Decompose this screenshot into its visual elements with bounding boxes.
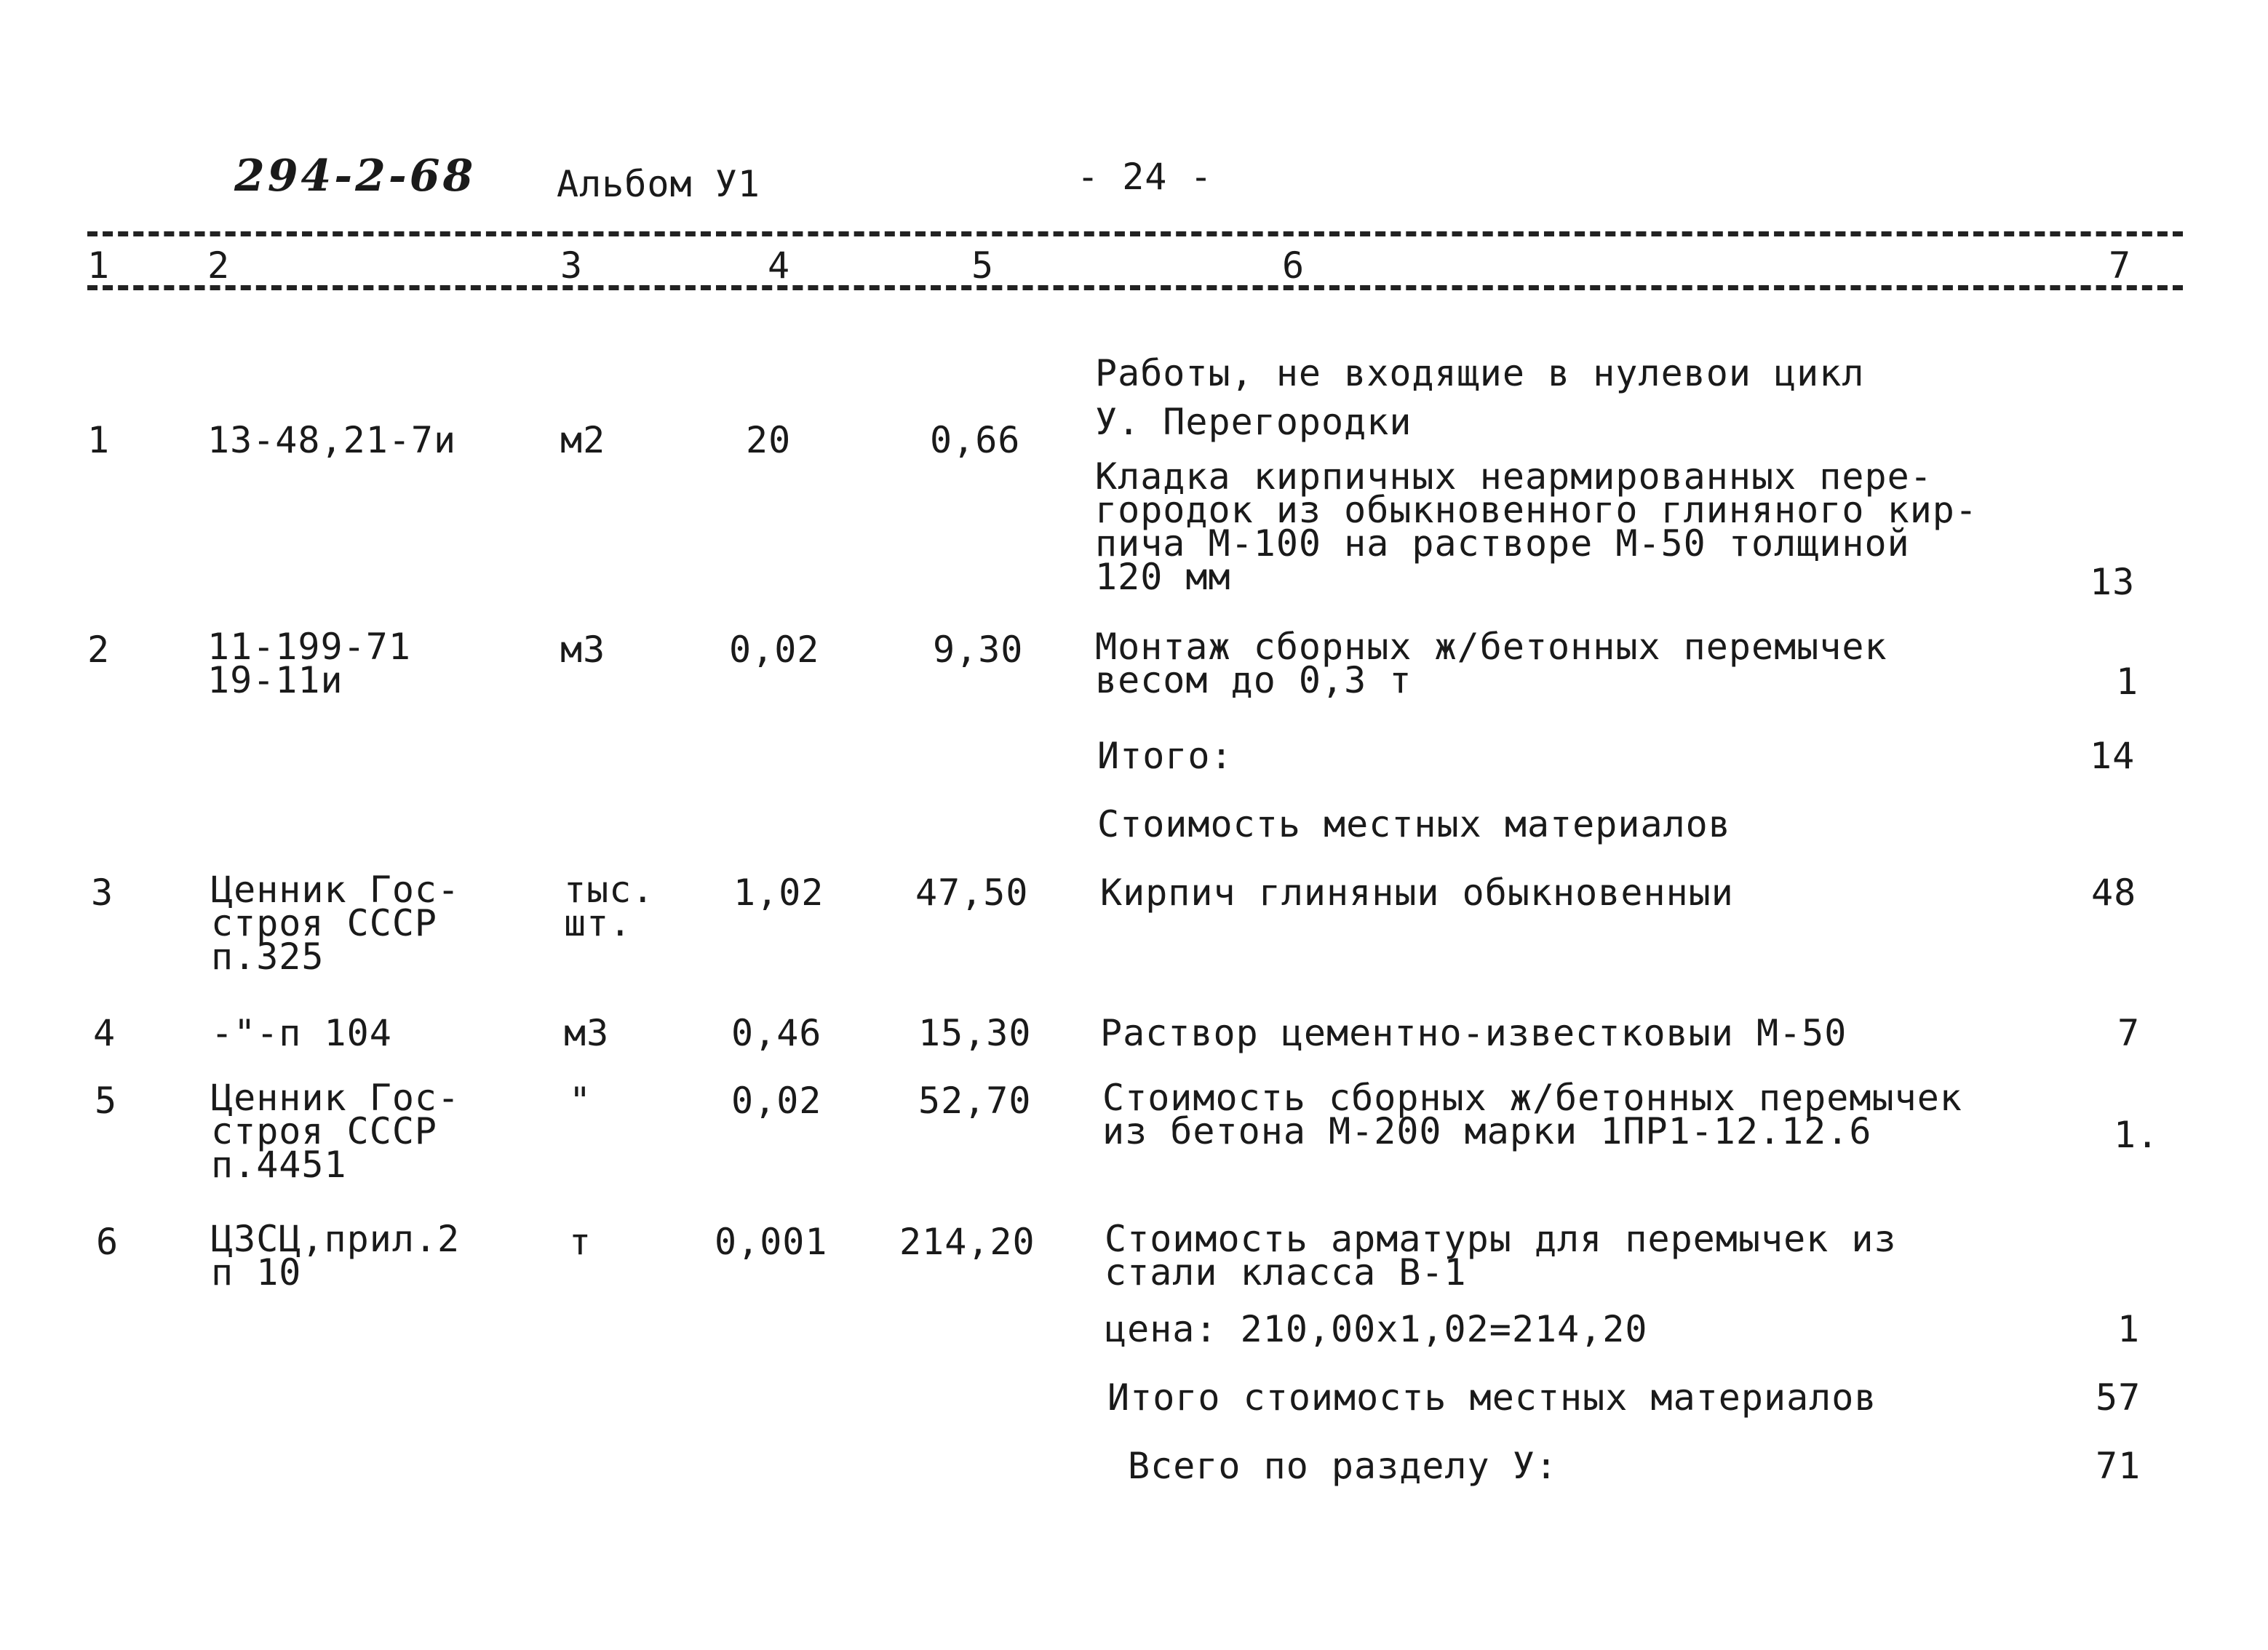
section-total-value: 71 xyxy=(2096,1445,2141,1487)
row-description: Раствор цементно-известковыи М-50 xyxy=(1100,1012,1847,1054)
row-code: ЦЗСЦ,прил.2 п 10 xyxy=(211,1218,461,1294)
row-total: 1 xyxy=(2117,1308,2141,1350)
row-price: 0,66 xyxy=(930,419,1021,461)
row-price-calculation: цена: 210,00х1,02=214,20 xyxy=(1105,1308,1648,1350)
row-unit: " xyxy=(569,1080,592,1122)
row-price: 52,70 xyxy=(918,1080,1032,1122)
document-number: 294-2-68 xyxy=(234,151,477,202)
row-quantity: 0,02 xyxy=(729,629,820,671)
row-unit: т xyxy=(569,1221,592,1263)
row-code: 11-199-71 19-11и xyxy=(207,626,411,701)
row-price: 15,30 xyxy=(918,1012,1032,1054)
row-number: 2 xyxy=(87,629,111,671)
row-quantity: 0,02 xyxy=(731,1080,822,1122)
col-header-7: 7 xyxy=(2109,244,2132,287)
row-description: Кирпич глиняныи обыкновенныи xyxy=(1100,872,1734,914)
row-total: 48 xyxy=(2091,872,2137,914)
row-description: Стоимость сборных ж/бетонных перемычек из бетона М-200 марки 1ПР1-12.12.6 xyxy=(1102,1077,1962,1152)
section-total-label: Всего по разделу У: xyxy=(1128,1445,1558,1487)
row-total: 7 xyxy=(2117,1012,2141,1054)
col-header-1: 1 xyxy=(87,244,111,287)
col-header-3: 3 xyxy=(560,244,584,287)
header-top-rule xyxy=(87,231,2183,236)
row-quantity: 1,02 xyxy=(733,872,824,914)
materials-heading: Стоимость местных материалов xyxy=(1097,803,1731,845)
col-header-5: 5 xyxy=(971,244,995,287)
row-description: Монтаж сборных ж/бетонных перемычек весом до 0,3 т xyxy=(1095,626,1887,701)
col-header-4: 4 xyxy=(768,244,791,287)
row-number: 5 xyxy=(95,1080,118,1122)
subtotal-value: 14 xyxy=(2090,735,2136,777)
row-price: 214,20 xyxy=(899,1221,1035,1263)
row-total: 13 xyxy=(2090,561,2136,603)
row-code: Ценник Гос- строя СССР п.4451 xyxy=(211,1077,461,1186)
row-code: -"-п 104 xyxy=(211,1012,392,1054)
row-description: Кладка кирпичных неармированных пере- городок из обыкновенного глиняного кир- пича М-100 на растворе М-50 толщиной 120 мм xyxy=(1095,455,1978,598)
row-total: 1 xyxy=(2116,661,2139,703)
row-description: Стоимость арматуры для перемычек из стали класса В-1 xyxy=(1105,1218,1897,1294)
materials-subtotal-value: 57 xyxy=(2096,1376,2141,1419)
row-unit: м2 xyxy=(560,419,606,461)
row-quantity: 20 xyxy=(746,419,792,461)
section-subheading: У. Перегородки xyxy=(1095,401,1412,443)
row-price: 47,50 xyxy=(915,872,1029,914)
row-unit: тыс. шт. xyxy=(564,869,655,944)
album-label: Альбом У1 xyxy=(557,163,760,205)
section-heading: Работы, не входящие в нулевои цикл xyxy=(1095,352,1865,394)
row-number: 1 xyxy=(87,419,111,461)
header-bottom-rule xyxy=(87,285,2183,290)
row-number: 4 xyxy=(93,1012,116,1054)
row-code: 13-48,21-7и xyxy=(207,419,457,461)
row-quantity: 0,46 xyxy=(731,1012,822,1054)
materials-subtotal-label: Итого стоимость местных материалов xyxy=(1107,1376,1877,1419)
row-number: 6 xyxy=(96,1221,119,1263)
page-number: - 24 - xyxy=(1077,156,1213,198)
row-price: 9,30 xyxy=(933,629,1024,671)
row-number: 3 xyxy=(91,872,114,914)
col-header-2: 2 xyxy=(207,244,231,287)
row-code: Ценник Гос- строя СССР п.325 xyxy=(211,869,461,978)
row-unit: м3 xyxy=(560,629,606,671)
subtotal-label: Итого: xyxy=(1097,735,1233,777)
col-header-6: 6 xyxy=(1282,244,1305,287)
row-total: 1. xyxy=(2114,1114,2160,1156)
row-unit: м3 xyxy=(564,1012,610,1054)
row-quantity: 0,001 xyxy=(715,1221,828,1263)
